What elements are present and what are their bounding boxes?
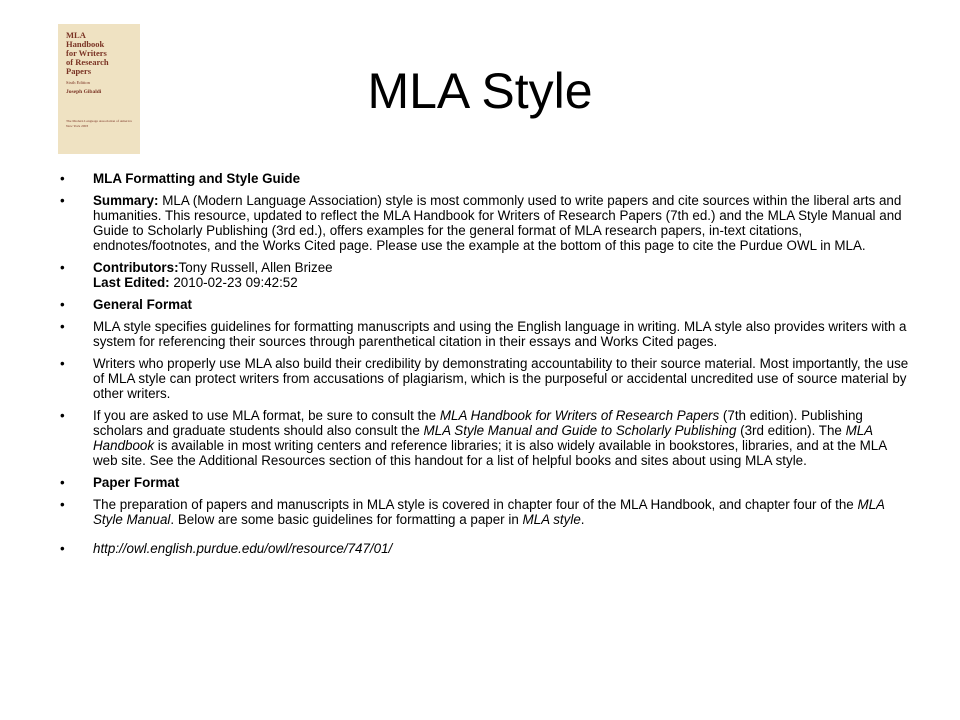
bullet-summary	[60, 193, 910, 253]
consult-handbook-short: MLA Handbook	[93, 423, 873, 453]
paper-text-1: The preparation of papers and manuscripts in MLA style is covered in chapter four of the MLA Handbook, and chapter four of the	[93, 497, 858, 512]
bullet-paper-format-text	[60, 497, 910, 527]
paper-text-2: . Below are some basic guidelines for formatting a paper in	[170, 512, 523, 527]
bullet-list	[60, 171, 910, 563]
bullet-general-format-heading	[60, 297, 910, 312]
book-cover-publisher: The Modern Language Association of America New York 2003	[66, 119, 132, 128]
contributors-label: Contributors:	[93, 260, 179, 275]
bullet-paper-format-heading	[60, 475, 910, 490]
bullet-guide-heading	[60, 171, 910, 186]
last-edited-text: 2010-02-23 09:42:52	[169, 275, 298, 290]
book-cover-title: MLA Handbook for Writers of Research Papers	[66, 30, 109, 76]
summary-text: MLA (Modern Language Association) style is most commonly used to write papers and cite sources within the liberal arts and humanities. This resource, updated to reflect the MLA Handbook for Writers of Research Papers (7th ed.) and the MLA Style Manual and Guide to Scholarly Publishing (3rd ed.), offers examples for the general format of MLA research papers, in-text citations, endnotes/footnotes, and the Works Cited page. Please use the example at the bottom of this page to cite the Purdue OWL in MLA.	[93, 193, 902, 253]
consult-handbook-title: MLA Handbook for Writers of Research Papers	[439, 408, 720, 423]
slide-title: MLA Style	[367, 63, 593, 119]
summary-label: Summary:	[93, 193, 159, 208]
credibility-text: Writers who properly use MLA also build their credibility by demonstrating accountability to their source material. Most importantly, the use of MLA style can protect writers from accusations of plagiarism, which is the purposeful or accidental uncredited use of source material by other writers.	[93, 356, 909, 401]
general-format-heading: General Format	[93, 297, 192, 312]
general-format-text: MLA style specifies guidelines for formatting manuscripts and using the English language in writing. MLA style also provides writers with a system for referencing their sources through parenthetical citation in their essays and Works Cited pages.	[93, 319, 907, 349]
consult-text-3: (3rd edition). The	[736, 423, 846, 438]
paper-style-italic: MLA style	[522, 512, 581, 527]
paper-format-heading: Paper Format	[93, 475, 180, 490]
consult-text-1: If you are asked to use MLA format, be sure to consult the	[93, 408, 440, 423]
consult-text-2: (7th edition). Publishing scholars and graduate students should also consult the	[93, 408, 863, 438]
bullet-contributors	[60, 260, 910, 290]
bullet-consult	[60, 408, 910, 468]
last-edited-label: Last Edited:	[93, 275, 170, 290]
paper-manual-title: MLA Style Manual	[93, 497, 885, 527]
bullet-url	[60, 541, 910, 556]
paper-text-3: .	[580, 512, 585, 527]
source-url: http://owl.english.purdue.edu/owl/resource/747/01/	[93, 541, 393, 556]
bullet-general-format-text	[60, 319, 910, 349]
bullet-credibility	[60, 356, 910, 401]
book-cover-edition: Sixth Edition	[66, 80, 90, 85]
consult-text-4: is available in most writing centers and reference libraries; it is also widely available in bookstores, libraries, and at the MLA web site. See the Additional Resources section of this handout for a list of helpful books and sites about using MLA style.	[93, 438, 887, 468]
book-cover-author: Joseph Gibaldi	[66, 89, 102, 95]
guide-heading: MLA Formatting and Style Guide	[93, 171, 301, 186]
consult-manual-title: MLA Style Manual and Guide to Scholarly Publishing	[423, 423, 737, 438]
contributors-text: Tony Russell, Allen Brizee	[178, 260, 333, 275]
